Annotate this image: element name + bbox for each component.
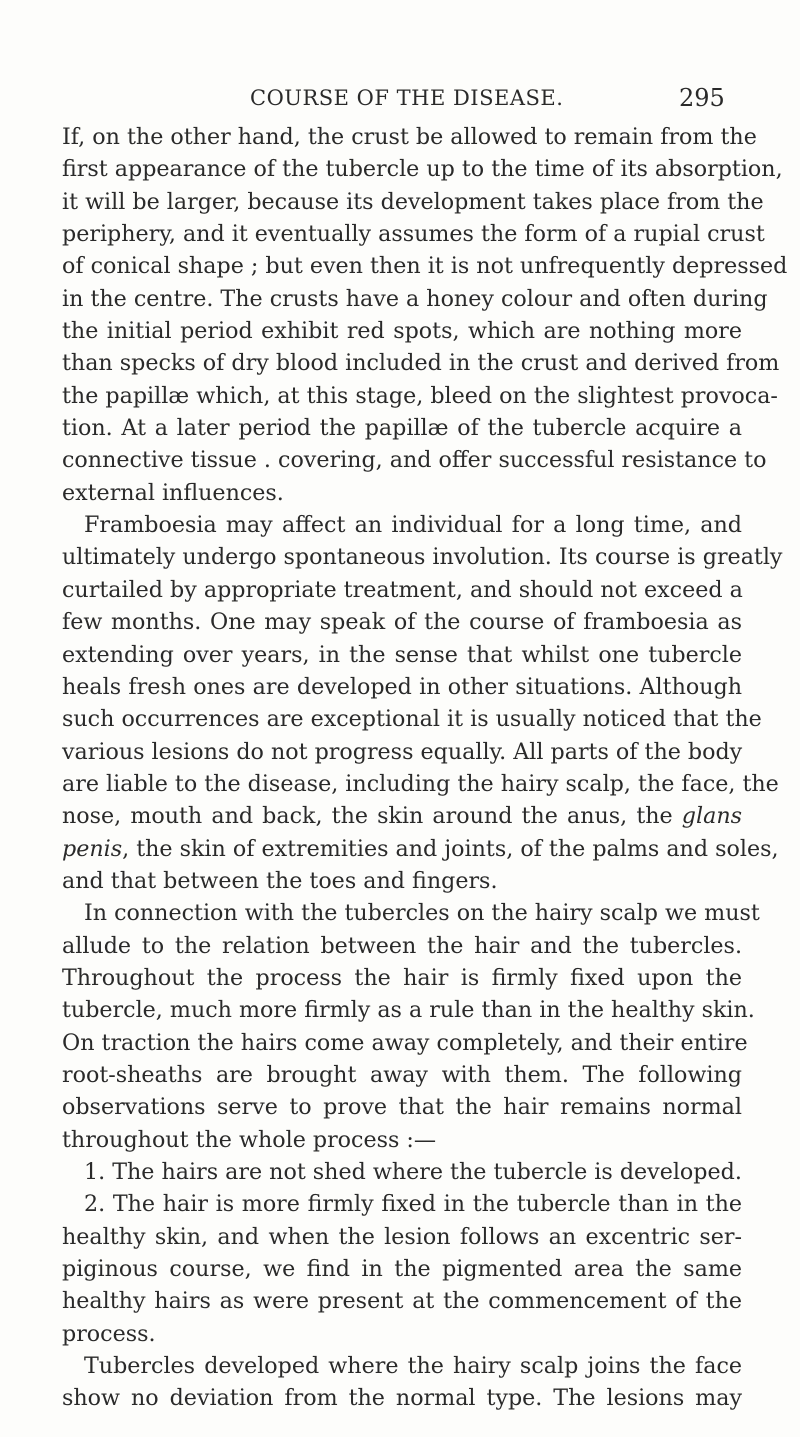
text-line: In connection with the tubercles on the hairy scalp we must [84,900,760,927]
chapter-heading: COURSE OF THE DISEASE. [250,86,564,110]
text-line: throughout the whole process :— [62,1126,437,1153]
text-line: such occurrences are exceptional it is usually noticed that the [62,706,762,733]
text-line: are liable to the disease, including the hairy scalp, the face, the [62,770,779,797]
text-segment: , the skin of extremities and joints, of the palms and soles, [122,835,779,862]
text-line: tubercle, much more firmly as a rule than in the healthy skin. [62,997,755,1024]
italic-term: penis [62,835,123,862]
page-number: 295 [679,84,725,112]
text-line: in the centre. The crusts have a honey colour and often during [62,285,768,312]
text-line: healthy skin, and when the lesion follows an excentric ser- [62,1223,742,1250]
text-line: than specks of dry blood included in the crust and derived from [62,350,780,377]
text-line: extending over years, in the sense that whilst one tubercle [62,641,742,668]
italic-term: glans [681,803,742,830]
text-line: connective tissue . covering, and offer successful resistance to [62,447,767,474]
text-line: external influences. [62,479,284,506]
text-line: of conical shape ; but even then it is not unfrequently depressed [62,253,788,280]
text-line: heals fresh ones are developed in other situations. Although [62,673,742,700]
text-segment: nose, mouth and back, the skin around the anus, the [62,803,673,830]
text-line: root-sheaths are brought away with them. The following [62,1061,742,1088]
text-line: If, on the other hand, the crust be allowed to remain from the [62,124,757,150]
text-line: 1. The hairs are not shed where the tubercle is developed. [84,1159,742,1185]
text-line: Framboesia may affect an individual for a long time, and [84,512,742,539]
text-line: few months. One may speak of the course of framboesia as [62,609,742,636]
text-line: the papillæ which, at this stage, bleed on the slightest provoca- [62,382,778,409]
text-line: various lesions do not progress equally. All parts of the body [62,738,743,765]
text-line: Throughout the process the hair is firmly fixed upon the [62,964,742,991]
text-line: healthy hairs as were present at the commencement of the [62,1288,742,1315]
text-line: curtailed by appropriate treatment, and should not exceed a [62,576,743,603]
text-line: tion. At a later period the papillæ of the tubercle acquire a [62,415,742,442]
text-line: 2. The hair is more firmly fixed in the tubercle than in the [84,1191,742,1218]
text-line: it will be larger, because its development takes place from the [62,188,764,215]
text-line: On traction the hairs come away completely, and their entire [62,1029,748,1056]
text-line: periphery, and it eventually assumes the form of a rupial crust [62,221,765,248]
body-text [62,121,788,1415]
text-line: piginous course, we find in the pigmented area the same [62,1256,742,1283]
text-line [62,800,742,832]
text-line: first appearance of the tubercle up to the time of its absorption, [62,156,783,183]
text-line: allude to the relation between the hair and the tubercles. [62,932,742,959]
text-line: observations serve to prove that the hair remains normal [62,1094,742,1121]
text-line [62,833,779,865]
text-line: and that between the toes and fingers. [62,867,498,894]
text-line: Tubercles developed where the hairy scalp joins the face [84,1353,742,1380]
text-line: process. [62,1320,156,1347]
text-line: ultimately undergo spontaneous involution. Its course is greatly [62,544,783,571]
text-line: the initial period exhibit red spots, which are nothing more [62,318,742,345]
text-line: show no deviation from the normal type. The lesions may [62,1385,742,1412]
running-head [0,86,800,116]
